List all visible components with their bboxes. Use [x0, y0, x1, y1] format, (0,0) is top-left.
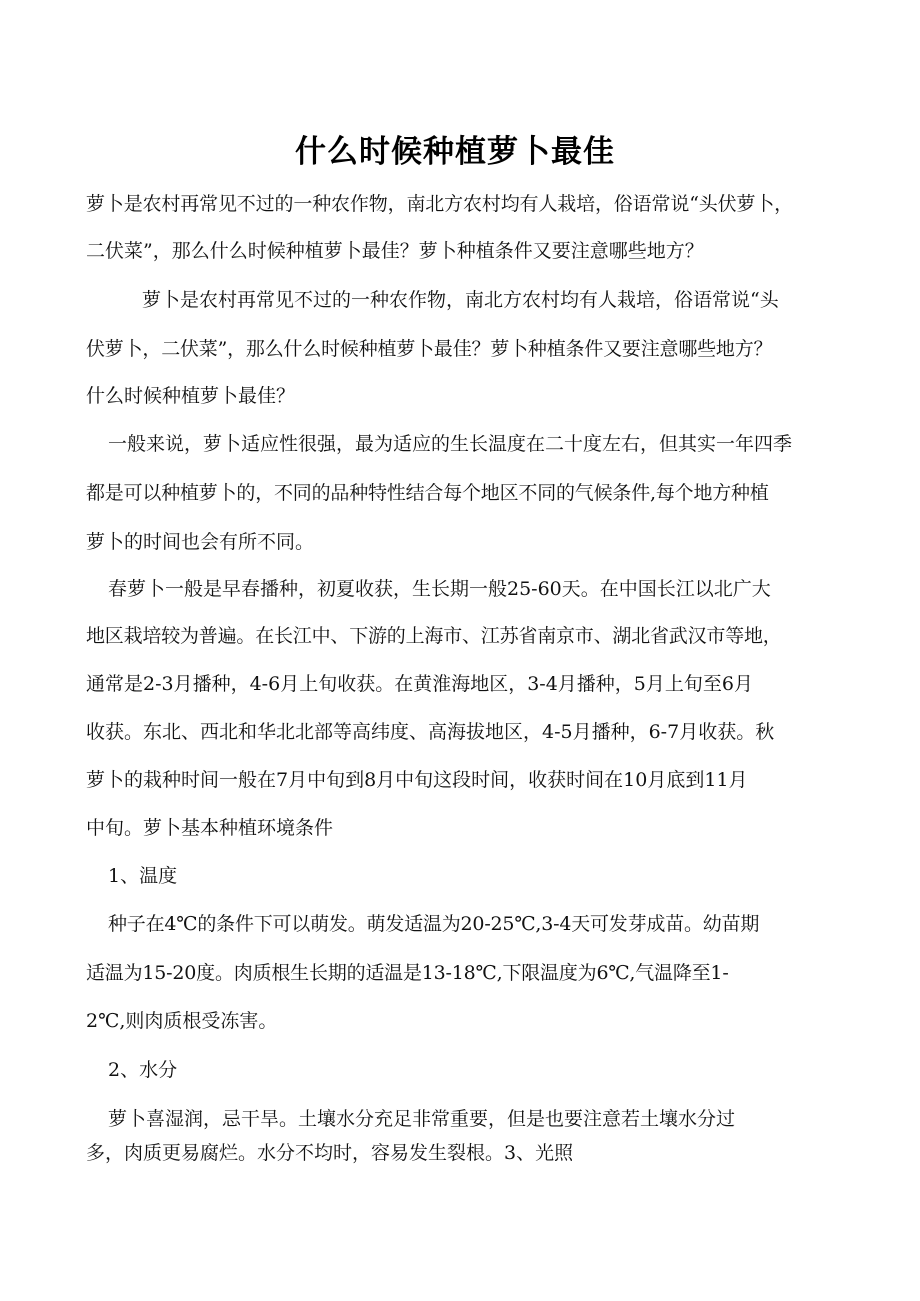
section-heading: 1、温度: [108, 865, 178, 887]
text-line: 多，肉质更易腐烂。水分不均时，容易发生裂根。3、光照: [86, 1142, 574, 1164]
text-line: 2℃,则肉质根受冻害。: [86, 1010, 278, 1032]
text-line: 通常是2-3月播种，4-6月上旬收获。在黄淮海地区，3-4月播种，5月上旬至6月: [86, 673, 753, 695]
text-line: 春萝卜一般是早春播种，初夏收获，生长期一般25-60天。在中国长江以北广大: [108, 578, 771, 600]
text-line: 萝卜喜湿润，忌干旱。土壤水分充足非常重要，但是也要注意若土壤水分过: [108, 1108, 736, 1130]
text-line: 一般来说，萝卜适应性很强，最为适应的生长温度在二十度左右，但其实一年四季: [108, 433, 793, 455]
page-title: 什么时候种植萝卜最佳: [295, 134, 615, 170]
text-line: 萝卜的时间也会有所不同。: [86, 531, 315, 553]
text-line: 萝卜是农村再常见不过的一种农作物，南北方农村均有人栽培，俗语常说“头伏萝卜，: [86, 193, 794, 215]
text-line: 地区栽培较为普遍。在长江中、下游的上海市、江苏省南京市、湖北省武汉市等地，: [86, 625, 782, 647]
text-line: 种子在4℃的条件下可以萌发。萌发适温为20-25℃,3-4天可发芽成苗。幼苗期: [108, 913, 760, 935]
text-line: 适温为15-20度。肉质根生长期的适温是13-18℃,下限温度为6℃,气温降至1-: [86, 962, 729, 984]
text-line: 收获。东北、西北和华北北部等高纬度、高海拔地区，4-5月播种，6-7月收获。秋: [86, 721, 775, 743]
text-line: 二伏菜”，那么什么时候种植萝卜最佳？萝卜种植条件又要注意哪些地方？: [86, 240, 704, 262]
text-line: 萝卜是农村再常见不过的一种农作物，南北方农村均有人栽培，俗语常说“头: [142, 289, 779, 311]
text-line: 都是可以种植萝卜的，不同的品种特性结合每个地区不同的气候条件,每个地方种植: [86, 482, 769, 504]
section-heading: 2、水分: [108, 1059, 178, 1081]
text-line: 中旬。萝卜基本种植环境条件: [86, 817, 334, 839]
text-line: 伏萝卜，二伏菜”，那么什么时候种植萝卜最佳？萝卜种植条件又要注意哪些地方？: [86, 338, 773, 360]
text-line: 什么时候种植萝卜最佳？: [86, 385, 296, 407]
text-line: 萝卜的栽种时间一般在7月中旬到8月中旬这段时间，收获时间在10月底到11月: [86, 769, 748, 791]
